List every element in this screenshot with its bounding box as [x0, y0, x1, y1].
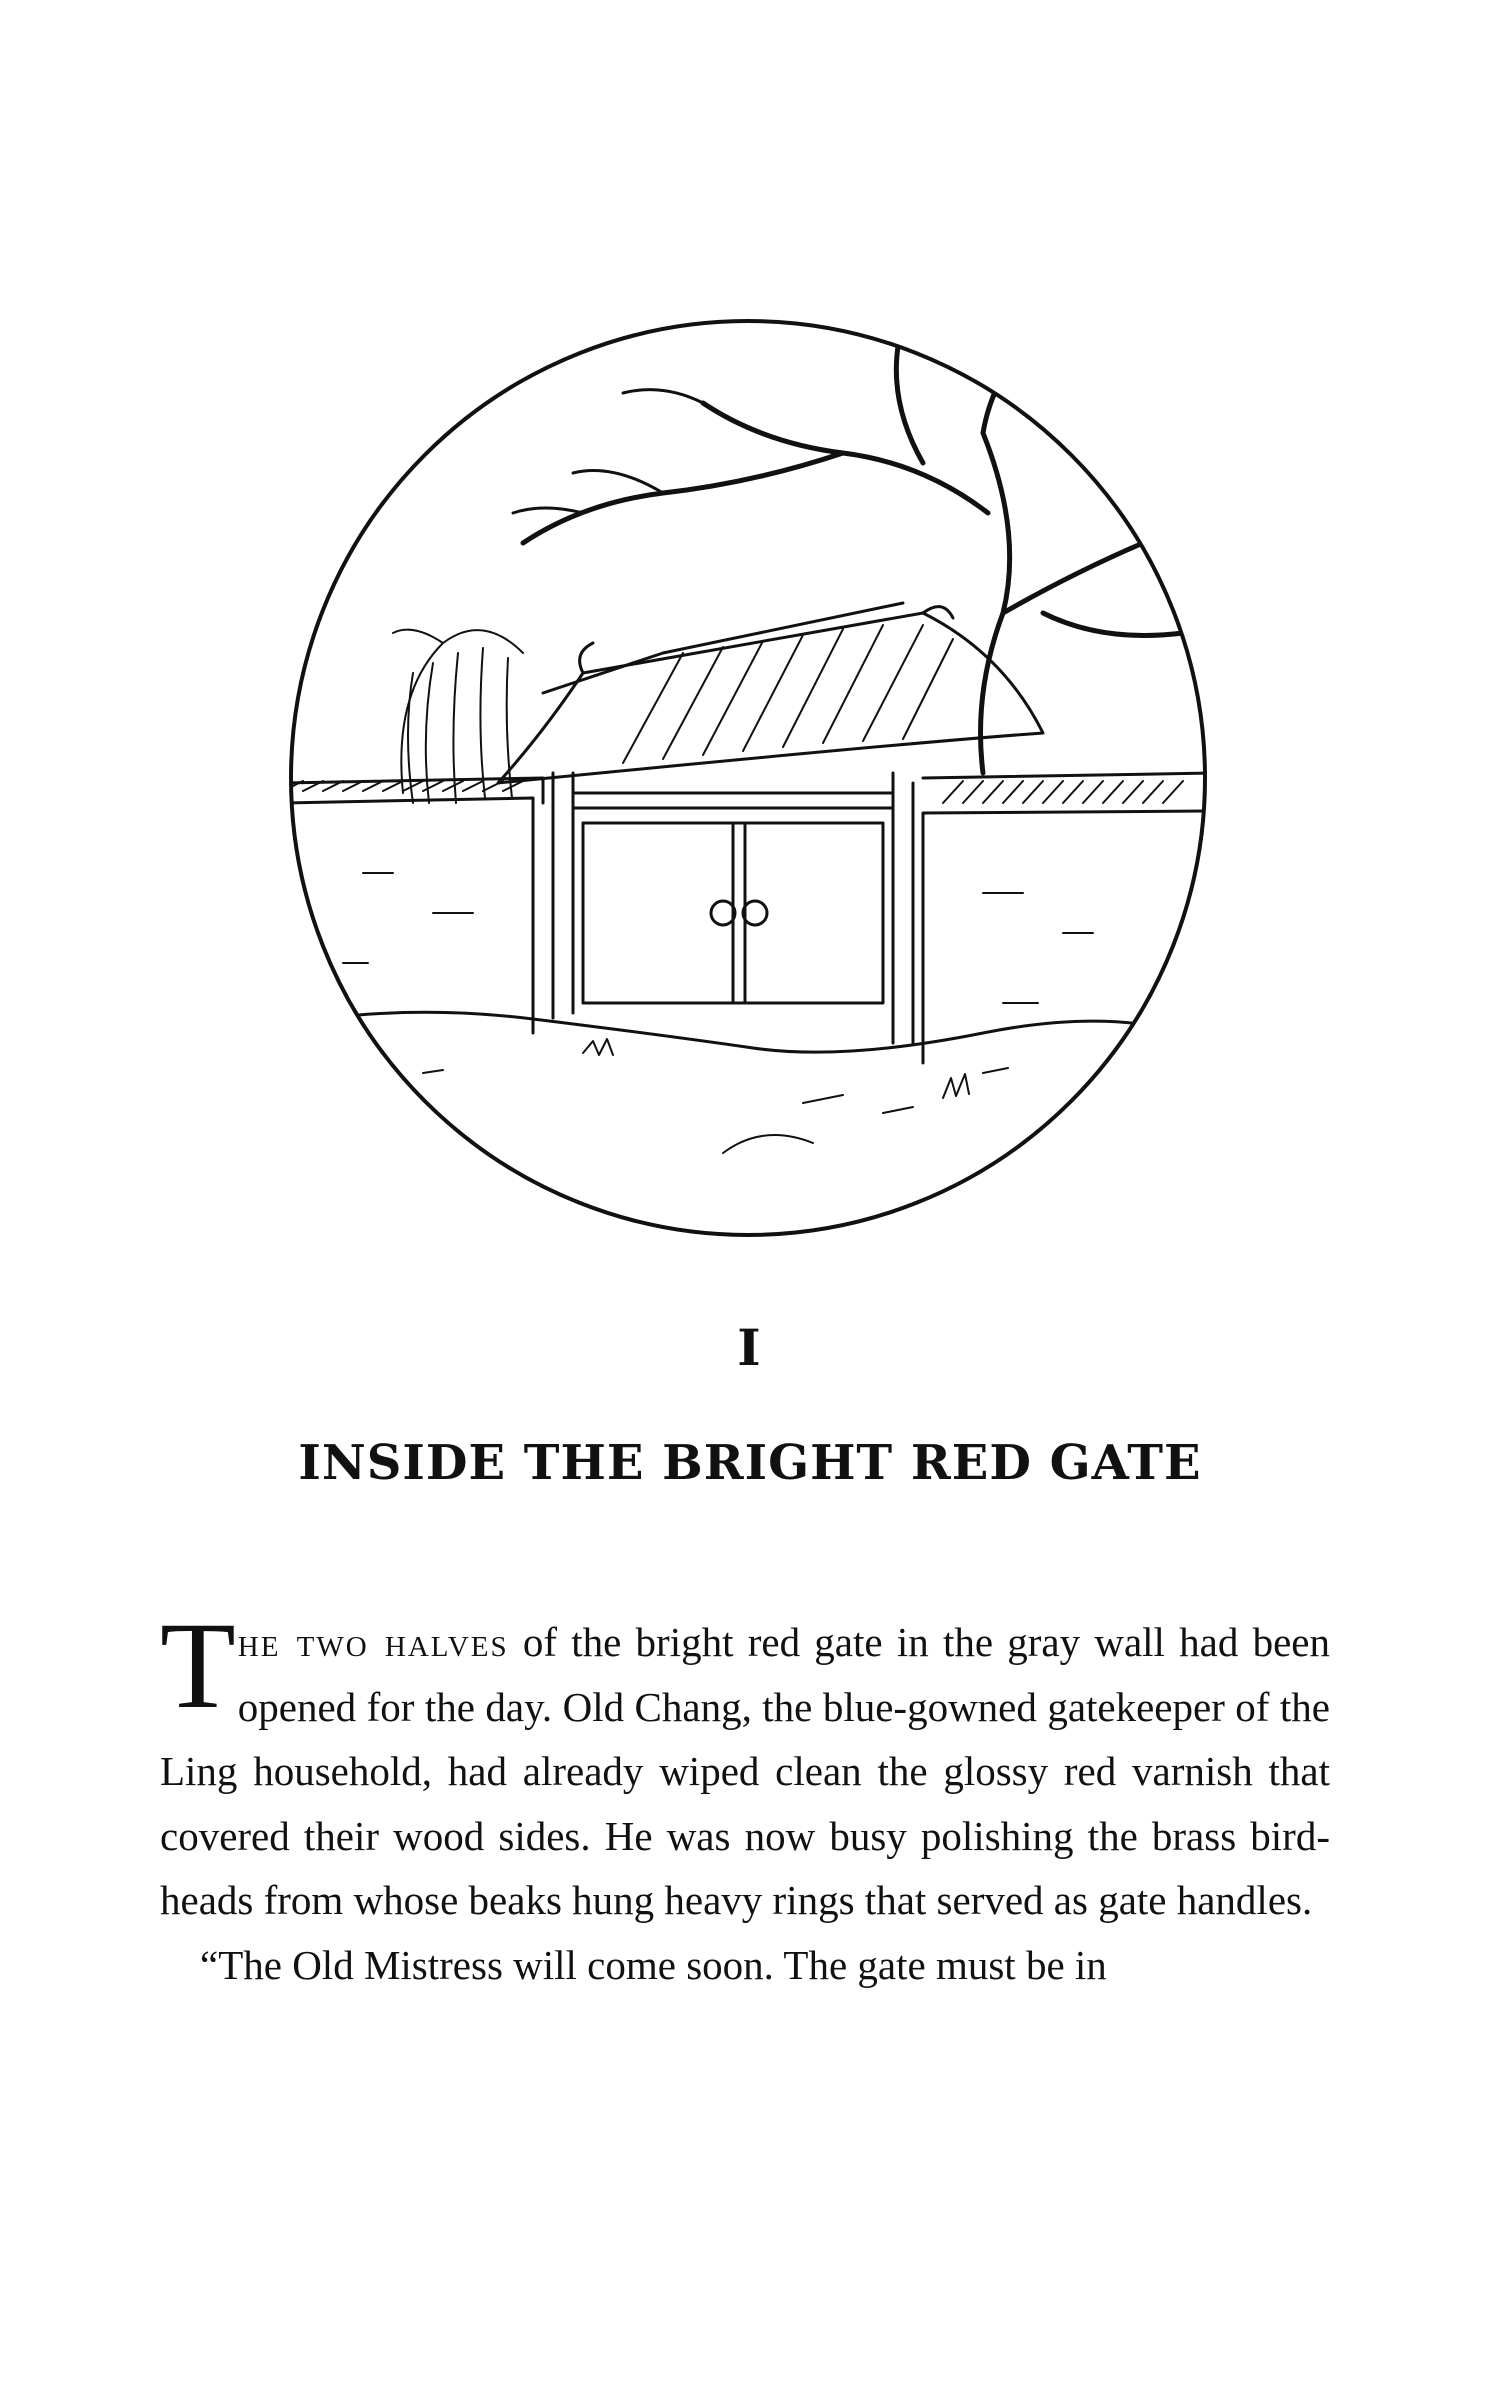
paragraph-first — [160, 1597, 1330, 1933]
tree — [513, 323, 1213, 773]
small-caps-opening: he two halves — [237, 1619, 509, 1665]
chapter-body — [160, 1597, 1330, 1997]
paragraph-second — [160, 1933, 1330, 1998]
drop-cap: T — [160, 1597, 236, 1734]
gate — [553, 773, 913, 1043]
ground — [283, 1012, 1213, 1153]
wall — [283, 773, 1213, 1063]
chapter-number: I — [737, 1318, 763, 1377]
gate-roof — [498, 603, 1043, 783]
paragraph-text: of the bright red gate in the gray wall had been opened for the day. Old Chang, the blue-gowned gatekeeper of the Ling household, had already wiped clean the glossy red varnish that covered their wood sides. He was now busy polishing the brass bird-heads from whose beaks hung heavy rings that served as gate handles. — [160, 1619, 1330, 1923]
chapter-illustration — [283, 313, 1213, 1243]
paragraph-text: “The Old Mistress will come soon. The gate must be in — [200, 1941, 1107, 1988]
chapter-title: INSIDE THE BRIGHT RED GATE — [298, 1435, 1202, 1491]
